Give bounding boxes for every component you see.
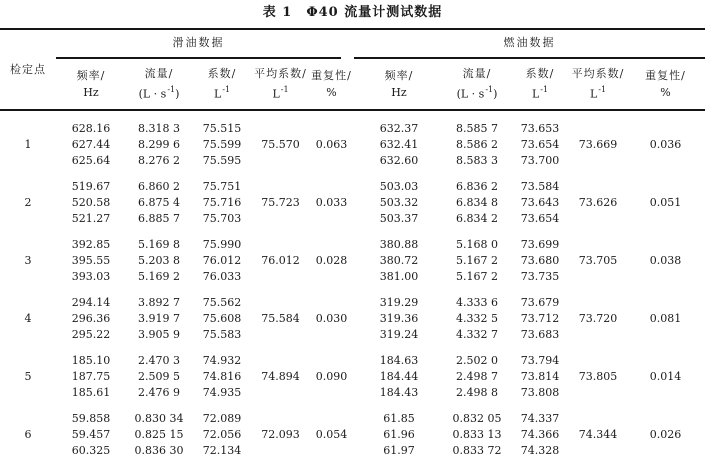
col-header-lube-avg-coefficient: 平均系数/ $L^{-1}$	[252, 59, 309, 110]
cell-lube-avg-coefficient: 75.570	[261, 137, 300, 151]
cell-fuel-repeatability: 0.051	[649, 195, 682, 209]
cell-lube-coefficient: 72.056	[202, 427, 242, 441]
cell-lube-flow: 8.318 3	[138, 121, 180, 135]
col-header-fuel-avg-coefficient: 平均系数/ $L^{-1}$	[570, 59, 626, 110]
cell-fuel-coefficient: 74.337	[520, 411, 560, 425]
cell-point: 5	[24, 369, 32, 383]
cell-lube-frequency: 59.457	[71, 427, 111, 441]
cell-lube-flow: 0.836 30	[134, 443, 184, 457]
cell-lube-coefficient: 75.599	[202, 137, 242, 151]
cell-lube-flow: 6.860 2	[138, 179, 180, 193]
cell-lube-coefficient: 75.583	[202, 327, 242, 341]
cell-lube-repeatability: 0.063	[315, 137, 348, 151]
cell-point: 4	[24, 311, 32, 325]
cell-fuel-repeatability: 0.081	[649, 311, 682, 325]
cell-lube-flow: 8.299 6	[138, 137, 180, 151]
cell-point: 3	[24, 253, 32, 267]
cell-lube-frequency: 625.64	[71, 153, 111, 167]
data-row	[0, 343, 705, 369]
cell-fuel-flow: 5.167 2	[456, 253, 498, 267]
cell-lube-avg-coefficient: 75.584	[261, 311, 300, 325]
cell-lube-coefficient: 75.595	[202, 153, 242, 167]
data-row	[0, 110, 705, 137]
cell-lube-frequency: 628.16	[71, 121, 111, 135]
cell-fuel-flow: 4.332 7	[456, 327, 498, 341]
cell-lube-flow: 0.830 34	[134, 411, 184, 425]
cell-fuel-coefficient: 73.683	[520, 327, 560, 341]
data-table	[0, 28, 705, 459]
cell-lube-frequency: 187.75	[71, 369, 111, 383]
cell-lube-flow: 2.509 5	[138, 369, 180, 383]
cell-fuel-repeatability: 0.038	[649, 253, 682, 267]
cell-lube-frequency: 393.03	[71, 269, 111, 283]
cell-lube-flow: 0.825 15	[134, 427, 184, 441]
cell-lube-flow: 3.919 7	[138, 311, 180, 325]
cell-lube-flow: 8.276 2	[138, 153, 180, 167]
cell-fuel-frequency: 184.44	[379, 369, 419, 383]
cell-fuel-flow: 2.502 0	[456, 353, 498, 367]
cell-lube-frequency: 627.44	[71, 137, 111, 151]
col-header-fuel-flow: 流量/ $(L \cdot s^{-1})$	[444, 59, 510, 110]
cell-lube-avg-coefficient: 74.894	[261, 369, 300, 383]
cell-lube-coefficient: 74.816	[202, 369, 242, 383]
cell-fuel-frequency: 381.00	[379, 269, 419, 283]
cell-fuel-frequency: 319.36	[379, 311, 419, 325]
cell-lube-frequency: 392.85	[71, 237, 111, 251]
cell-fuel-flow: 8.583 3	[456, 153, 498, 167]
cell-fuel-frequency: 61.97	[383, 443, 415, 457]
cell-fuel-flow: 6.834 8	[456, 195, 498, 209]
col-header-fuel-repeatability: 重复性/ %	[626, 59, 705, 110]
cell-fuel-avg-coefficient: 74.344	[578, 427, 618, 441]
cell-fuel-avg-coefficient: 73.669	[578, 137, 618, 151]
cell-lube-flow: 5.169 2	[138, 269, 180, 283]
cell-fuel-frequency: 380.72	[379, 253, 419, 267]
cell-fuel-coefficient: 73.654	[520, 211, 560, 225]
cell-lube-frequency: 395.55	[71, 253, 111, 267]
cell-fuel-coefficient: 73.712	[520, 311, 560, 325]
cell-fuel-coefficient: 74.328	[520, 443, 560, 457]
cell-fuel-frequency: 503.37	[379, 211, 419, 225]
cell-lube-frequency: 520.58	[71, 195, 111, 209]
table-title	[0, 0, 705, 28]
cell-fuel-avg-coefficient: 73.705	[578, 253, 618, 267]
cell-lube-coefficient: 75.515	[202, 121, 242, 135]
group-header-fuel-oil	[354, 29, 705, 59]
cell-fuel-repeatability: 0.014	[649, 369, 682, 383]
cell-fuel-flow: 6.834 2	[456, 211, 498, 225]
cell-fuel-frequency: 380.88	[379, 237, 419, 251]
cell-point: 2	[24, 195, 32, 209]
cell-lube-coefficient: 76.033	[202, 269, 242, 283]
cell-fuel-flow: 5.167 2	[456, 269, 498, 283]
cell-fuel-repeatability: 0.026	[649, 427, 682, 441]
cell-fuel-frequency: 632.41	[379, 137, 419, 151]
cell-fuel-flow: 2.498 7	[456, 369, 498, 383]
cell-fuel-coefficient: 73.643	[520, 195, 560, 209]
cell-fuel-frequency: 184.63	[379, 353, 419, 367]
cell-fuel-coefficient: 73.814	[520, 369, 560, 383]
group-header-row	[0, 29, 705, 59]
cell-lube-flow: 5.169 8	[138, 237, 180, 251]
cell-lube-frequency: 185.10	[71, 353, 111, 367]
cell-fuel-flow: 4.332 5	[456, 311, 498, 325]
cell-lube-flow: 3.892 7	[138, 295, 180, 309]
cell-lube-repeatability: 0.033	[315, 195, 348, 209]
cell-fuel-flow: 6.836 2	[456, 179, 498, 193]
cell-point: 6	[24, 427, 32, 441]
cell-lube-repeatability: 0.054	[315, 427, 348, 441]
data-row	[0, 227, 705, 253]
cell-lube-repeatability: 0.030	[315, 311, 348, 325]
cell-fuel-flow: 0.833 72	[452, 443, 502, 457]
cell-fuel-frequency: 319.29	[379, 295, 419, 309]
cell-lube-avg-coefficient: 72.093	[261, 427, 300, 441]
cell-lube-frequency: 519.67	[71, 179, 111, 193]
cell-fuel-flow: 8.585 7	[456, 121, 498, 135]
cell-lube-frequency: 521.27	[71, 211, 111, 225]
col-header-lube-repeatability: 重复性/ %	[309, 59, 354, 110]
cell-fuel-coefficient: 74.366	[520, 427, 560, 441]
cell-fuel-frequency: 632.37	[379, 121, 419, 135]
cell-lube-repeatability: 0.028	[315, 253, 348, 267]
cell-lube-coefficient: 75.716	[202, 195, 242, 209]
cell-fuel-coefficient: 73.808	[520, 385, 560, 399]
cell-fuel-flow: 4.333 6	[456, 295, 498, 309]
cell-fuel-coefficient: 73.700	[520, 153, 560, 167]
cell-lube-frequency: 295.22	[71, 327, 111, 341]
cell-lube-coefficient: 76.012	[202, 253, 242, 267]
column-header-row	[0, 59, 705, 110]
table-body	[0, 110, 705, 459]
cell-lube-coefficient: 75.608	[202, 311, 242, 325]
cell-lube-flow: 2.476 9	[138, 385, 180, 399]
cell-fuel-avg-coefficient: 73.626	[578, 195, 618, 209]
group-header-lube-oil	[56, 29, 354, 59]
data-row	[0, 401, 705, 427]
cell-point: 1	[24, 137, 32, 151]
cell-lube-flow: 5.203 8	[138, 253, 180, 267]
cell-lube-coefficient: 75.562	[202, 295, 242, 309]
cell-lube-frequency: 185.61	[71, 385, 111, 399]
cell-fuel-frequency: 61.96	[383, 427, 415, 441]
col-header-lube-flow: 流量/ $(L \cdot s^{-1})$	[126, 59, 192, 110]
cell-fuel-coefficient: 73.794	[520, 353, 560, 367]
cell-lube-avg-coefficient: 75.723	[261, 195, 300, 209]
cell-lube-coefficient: 75.751	[202, 179, 242, 193]
data-row	[0, 169, 705, 195]
group-label-lube-oil: 滑油数据	[56, 30, 341, 59]
cell-fuel-frequency: 503.03	[379, 179, 419, 193]
cell-lube-avg-coefficient: 76.012	[261, 253, 300, 267]
col-header-fuel-frequency: 频率/ Hz	[354, 59, 444, 110]
cell-fuel-coefficient: 73.654	[520, 137, 560, 151]
cell-fuel-frequency: 503.32	[379, 195, 419, 209]
cell-fuel-coefficient: 73.653	[520, 121, 560, 135]
cell-fuel-frequency: 319.24	[379, 327, 419, 341]
cell-lube-flow: 6.875 4	[138, 195, 180, 209]
cell-fuel-frequency: 632.60	[379, 153, 419, 167]
cell-fuel-avg-coefficient: 73.720	[578, 311, 618, 325]
cell-fuel-coefficient: 73.584	[520, 179, 560, 193]
data-row	[0, 285, 705, 311]
cell-fuel-coefficient: 73.735	[520, 269, 560, 283]
cell-lube-coefficient: 72.134	[202, 443, 242, 457]
cell-fuel-flow: 0.833 13	[452, 427, 502, 441]
cell-lube-frequency: 59.858	[71, 411, 111, 425]
cell-lube-frequency: 296.36	[71, 311, 111, 325]
cell-lube-coefficient: 74.935	[202, 385, 242, 399]
cell-fuel-flow: 8.586 2	[456, 137, 498, 151]
cell-fuel-frequency: 61.85	[383, 411, 415, 425]
table-caption: Φ40 流量计测试数据	[306, 5, 443, 20]
cell-lube-coefficient: 75.703	[202, 211, 242, 225]
cell-lube-frequency: 60.325	[71, 443, 111, 457]
cell-fuel-avg-coefficient: 73.805	[578, 369, 618, 383]
cell-lube-flow: 2.470 3	[138, 353, 180, 367]
table-number: 表 1	[262, 5, 293, 20]
cell-fuel-coefficient: 73.679	[520, 295, 560, 309]
cell-fuel-coefficient: 73.699	[520, 237, 560, 251]
cell-fuel-frequency: 184.43	[379, 385, 419, 399]
cell-lube-flow: 6.885 7	[138, 211, 180, 225]
column-header-point: 检定点	[0, 29, 56, 110]
group-label-fuel-oil: 燃油数据	[354, 30, 705, 59]
cell-lube-repeatability: 0.090	[315, 369, 348, 383]
col-header-lube-frequency: 频率/ Hz	[56, 59, 126, 110]
cell-fuel-repeatability: 0.036	[649, 137, 682, 151]
cell-fuel-coefficient: 73.680	[520, 253, 560, 267]
col-header-fuel-coefficient: 系数/ $L^{-1}$	[510, 59, 570, 110]
cell-fuel-flow: 2.498 8	[456, 385, 498, 399]
cell-fuel-flow: 5.168 0	[456, 237, 498, 251]
cell-lube-coefficient: 74.932	[202, 353, 242, 367]
cell-lube-flow: 3.905 9	[138, 327, 180, 341]
cell-lube-coefficient: 72.089	[202, 411, 242, 425]
cell-lube-coefficient: 75.990	[202, 237, 242, 251]
cell-lube-frequency: 294.14	[71, 295, 111, 309]
col-header-lube-coefficient: 系数/ $L^{-1}$	[192, 59, 252, 110]
cell-fuel-flow: 0.832 05	[452, 411, 502, 425]
